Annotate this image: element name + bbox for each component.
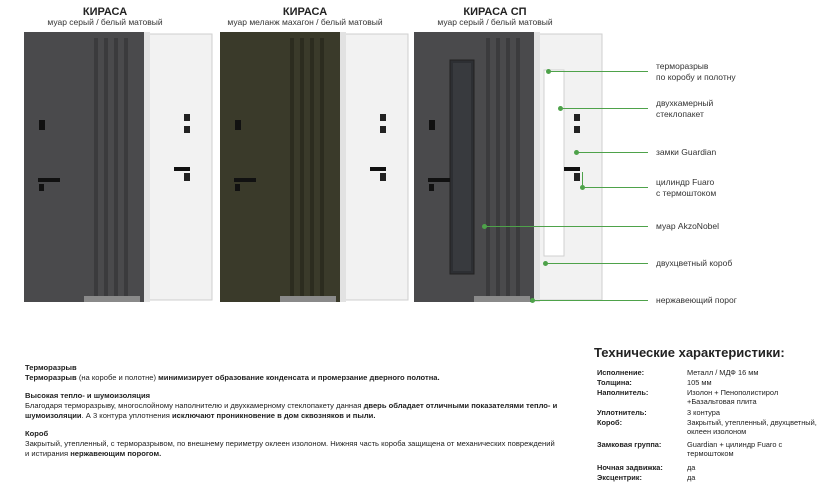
- callout-frame: двухцветный короб: [656, 258, 733, 268]
- spec-row: Толщина: 105 мм: [597, 378, 712, 387]
- leader-dot-5: [482, 224, 487, 229]
- leader-line-3: [576, 152, 648, 153]
- door-3-subtitle: муар серый / белый матовый: [437, 17, 553, 27]
- section-insulation-heading: Высокая тепло- и шумоизоляция: [25, 391, 151, 400]
- leader-dot-2: [558, 106, 563, 111]
- door-1-illustration: [24, 32, 214, 304]
- specs-table: [597, 368, 827, 489]
- leader-line-1: [548, 71, 648, 72]
- leader-dot-3: [574, 150, 579, 155]
- leader-line-2: [560, 108, 648, 109]
- door-3-title: КИРАСА СП: [463, 6, 527, 18]
- callout-thermal-break: терморазрыв по коробу и полотну: [656, 61, 736, 82]
- callout-finish: муар AkzoNobel: [656, 221, 720, 231]
- door-1-title: КИРАСА: [82, 6, 128, 18]
- door-1-inner-handle: [174, 167, 190, 171]
- spec-row: Исполнение: Металл / МДФ 16 мм: [597, 368, 759, 377]
- leader-vertical-4: [582, 172, 583, 187]
- section-frame: Короб Закрытый, утепленный, с терморазрывом, по внешнему периметру оклеен изолоном. Нижняя часть короба защищена от механических повреждений и истирания нержавеющим порогом.: [25, 429, 560, 459]
- section-thermal-heading: Терморазрыв: [25, 363, 77, 372]
- callout-locks: замки Guardian: [656, 147, 717, 157]
- leader-line-4: [582, 187, 648, 188]
- door-1-subtitle: муар серый / белый матовый: [47, 17, 163, 27]
- leader-line-7: [532, 300, 648, 301]
- section-thermal: Терморазрыв Терморазрыв (на коробе и полотне) минимизирует образование конденсата и промерзание дверного полотна.: [25, 363, 560, 383]
- door-2-illustration: [220, 32, 410, 304]
- callout-threshold: нержавеющий порог: [656, 295, 737, 305]
- door-3-inner-glass: [544, 70, 564, 256]
- description: [25, 363, 560, 459]
- leader-line-6: [545, 263, 648, 264]
- callout-double-glazing: двухкамерный стеклопакет: [656, 98, 714, 119]
- spec-row: Наполнитель: Изолон + Пенополистирол +Базальтовая плита: [597, 388, 779, 406]
- spec-row: Уплотнитель: 3 контура: [597, 408, 720, 417]
- door-1-lock-top: [39, 120, 45, 130]
- spec-row: Ночная задвижка: да: [597, 463, 696, 472]
- callout-cylinder: цилиндр Fuaro с термоштоком: [656, 177, 717, 198]
- leader-dot-1: [546, 69, 551, 74]
- section-frame-heading: Короб: [25, 429, 49, 438]
- leader-line-5: [484, 226, 648, 227]
- spec-row: Короб: Закрытый, утепленный, двухцветный, оклеен изолоном: [597, 418, 817, 436]
- leader-dot-7: [530, 298, 535, 303]
- spec-row: Замковая группа: Guardian + цилиндр Fuaro с термоштоком: [597, 440, 783, 458]
- leader-dot-6: [543, 261, 548, 266]
- door-2-handle: [234, 178, 256, 182]
- door-1-handle: [38, 178, 60, 182]
- door-2-title: КИРАСА: [282, 6, 328, 18]
- door-3-handle: [428, 178, 450, 182]
- spec-row: Эксцентрик: да: [597, 473, 696, 482]
- section-insulation: Высокая тепло- и шумоизоляция Благодаря терморазрыву, многослойному наполнителю и двухкамерному стеклопакету данная дверь обладает отличными показателями тепло- и шумоизоляции. А 3 контура уплотнения исключают проникновение в дом сквозняков и пыли.: [25, 391, 560, 421]
- door-2-subtitle: муар меланж махагон / белый матовый: [227, 17, 383, 27]
- specs-title: Технические характеристики:: [594, 345, 785, 360]
